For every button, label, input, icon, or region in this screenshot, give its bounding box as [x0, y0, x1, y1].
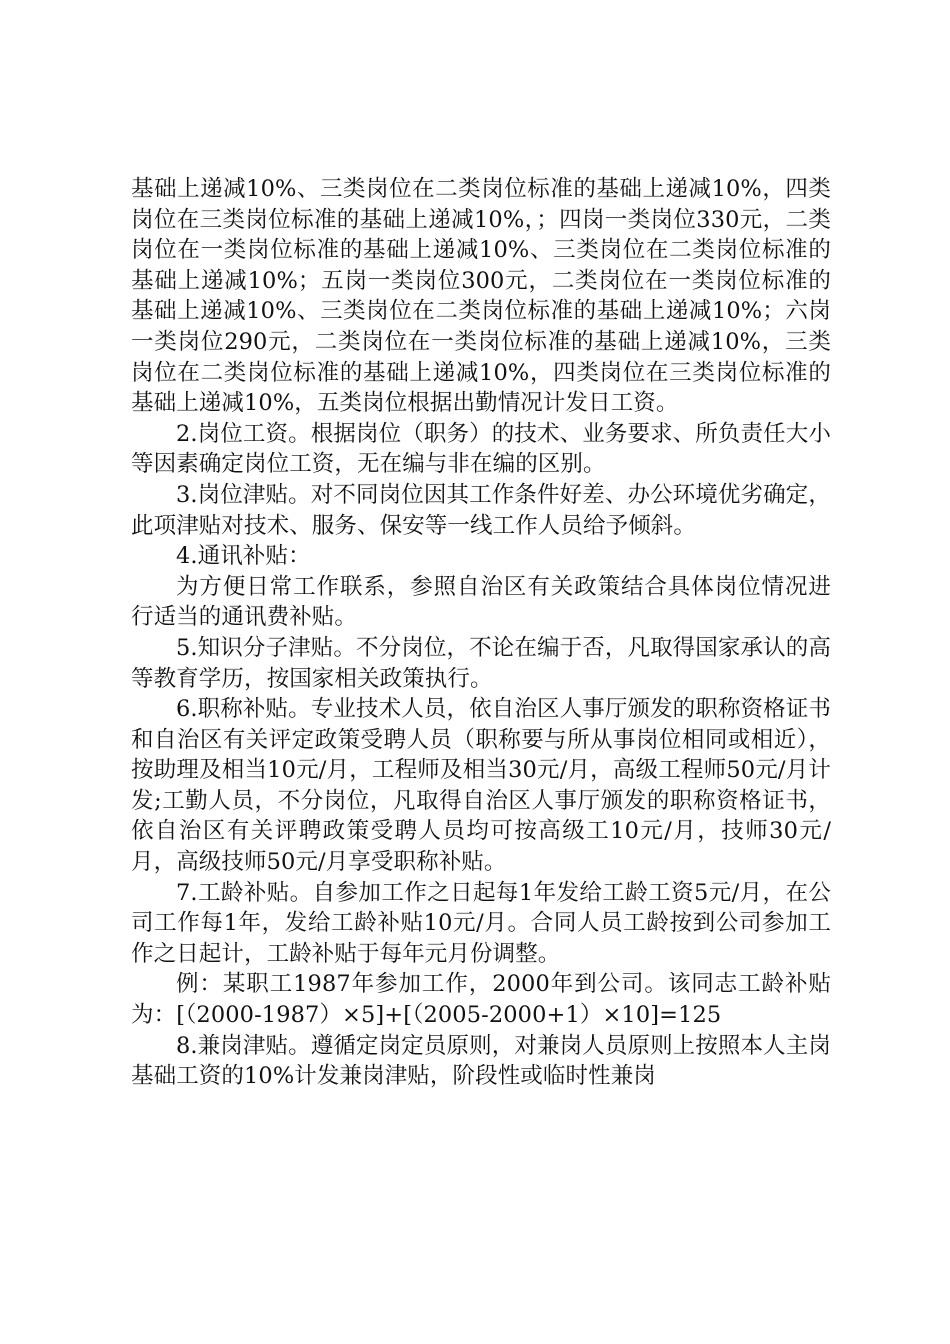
paragraph-continuation: 基础上递减10%、三类岗位在二类岗位标准的基础上递减10%，四类岗位在三类岗位标准的基础上递减10%，；四岗一类岗位330元，二类岗位在一类岗位标准的基础上递减10%、三类岗位在二类岗位标准的基础上递减10%；五岗一类岗位300元，二类岗位在一类岗位标准的基础上递减10%、三类岗位在二类岗位标准的基础上递减10%；六岗一类岗位290元，二类岗位在一类岗位标准的基础上递减10%，三类岗位在二类岗位标准的基础上递减10%，四类岗位在三类岗位标准的基础上递减10%，五类岗位根据出勤情况计发日工资。	[131, 176, 831, 417]
paragraph-post-allowance: 3.岗位津贴。对不同岗位因其工作条件好差、办公环境优劣确定，此项津贴对技术、服务、保安等一线工作人员给予倾斜。	[131, 481, 831, 539]
paragraph-post-salary: 2.岗位工资。根据岗位（职务）的技术、业务要求、所负责任大小等因素确定岗位工资，无在编与非在编的区别。	[131, 420, 831, 478]
paragraph-seniority-allowance: 7.工龄补贴。自参加工作之日起每1年发给工龄工资5元/月，在公司工作每1年，发给工龄补贴10元/月。合同人员工龄按到公司参加工作之日起计，工龄补贴于每年元月份调整。	[131, 879, 831, 967]
paragraph-communication-body: 为方便日常工作联系，参照自治区有关政策结合具体岗位情况进行适当的通讯费补贴。	[131, 573, 831, 631]
paragraph-seniority-example: 例：某职工1987年参加工作，2000年到公司。该同志工龄补贴为：[（2000-1987）×5]+[（2005-2000+1）×10]=125	[131, 971, 831, 1029]
paragraph-intellectual-allowance: 5.知识分子津贴。不分岗位，不论在编于否，凡取得国家承认的高等教育学历，按国家相关政策执行。	[131, 634, 831, 692]
document-body	[131, 174, 831, 1092]
paragraph-communication-heading: 4.通讯补贴：	[176, 543, 311, 570]
paragraph-concurrent-post-allowance: 8.兼岗津贴。遵循定岗定员原则，对兼岗人员原则上按照本人主岗基础工资的10%计发兼岗津贴，阶段性或临时性兼岗	[131, 1032, 831, 1090]
paragraph-title-allowance: 6.职称补贴。专业技术人员，依自治区人事厅颁发的职称资格证书和自治区有关评定政策受聘人员（职称要与所从事岗位相同或相近），按助理及相当10元/月，工程师及相当30元/月，高级工程师50元/月计发;工勤人员，不分岗位，凡取得自治区人事厅颁发的职称资格证书，依自治区有关评聘政策受聘人员均可按高级工10元/月，技师30元/月，高级技师50元/月享受职称补贴。	[131, 696, 831, 876]
